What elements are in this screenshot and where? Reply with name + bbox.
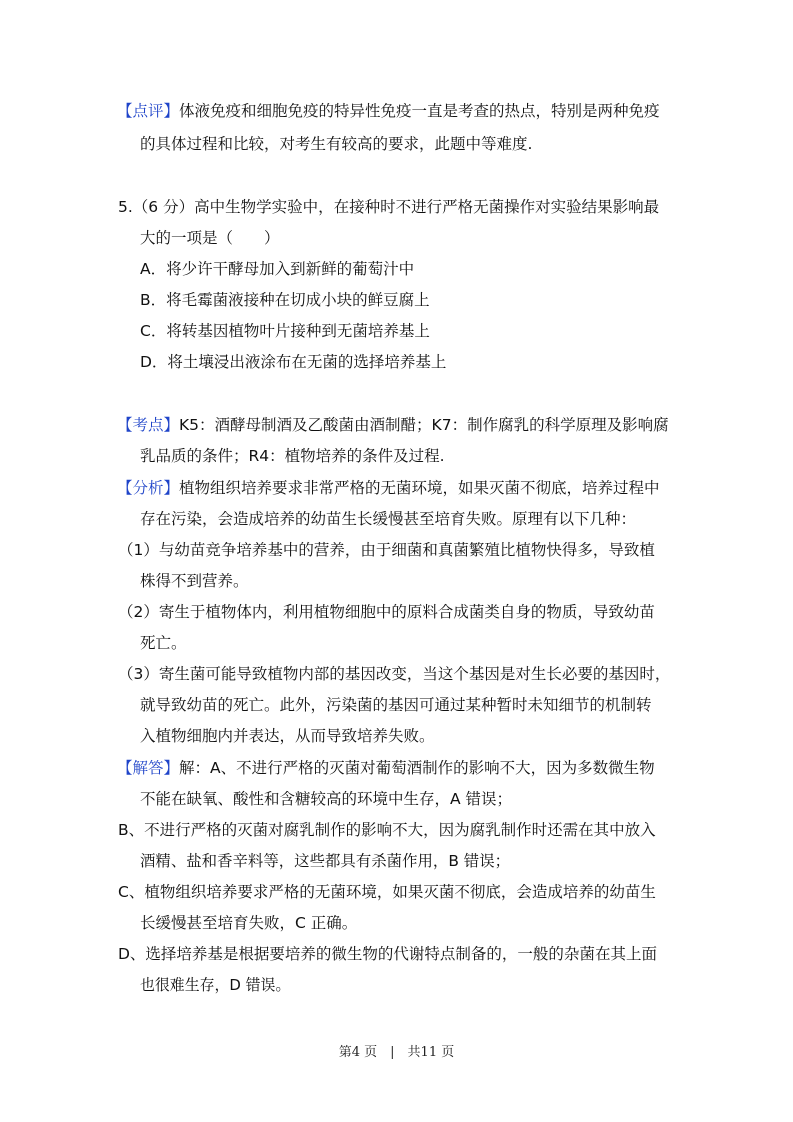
jieda-line-5: C、植物组织培养要求严格的无菌环境，如果灭菌不彻底，会造成培养的幼苗生 [118,883,656,901]
comment-tag: 【点评】 [117,102,180,120]
fenxi-line-5: （2）寄生于植物体内，利用植物细胞中的原料合成菌类自身的物质，导致幼苗 [118,603,655,621]
option-d: D．将土壤浸出液涂布在无菌的选择培养基上 [140,353,447,371]
fenxi-line-6: 死亡。 [140,634,187,652]
kaodian-tag: 【考点】 [117,416,180,434]
comment-text: 体液免疫和细胞免疫的特异性免疫一直是考查的热点，特别是两种免疫 [179,102,660,120]
fenxi-line-1 [117,478,674,498]
kaodian-line-2: 乳品质的条件；R4：植物培养的条件及过程. [140,447,445,465]
fenxi-tag: 【分析】 [117,479,180,497]
jieda-line-4: 酒精、盐和香辛料等，这些都具有杀菌作用，B 错误； [140,852,511,870]
jieda-line-2: 不能在缺氧、酸性和含糖较高的环境中生存，A 错误； [140,790,513,808]
jieda-tag: 【解答】 [117,759,180,777]
jieda-line-6: 长缓慢甚至培育失败，C 正确。 [140,914,358,932]
fenxi-line-7: （3）寄生菌可能导致植物内部的基因改变，当这个基因是对生长必要的基因时， [118,665,671,683]
kaodian-line-1 [117,415,674,435]
option-b: B．将毛霉菌液接种在切成小块的鲜豆腐上 [140,291,430,309]
fenxi-text: 植物组织培养要求非常严格的无菌环境，如果灭菌不彻底，培养过程中 [179,479,660,497]
question-stem-line-1: 5.（6 分）高中生物学实验中，在接种时不进行严格无菌操作对实验结果影响最 [118,198,660,216]
fenxi-line-9: 入植物细胞内并表达，从而导致培养失败。 [140,727,435,745]
fenxi-line-2: 存在污染，会造成培养的幼苗生长缓慢甚至培育失败。原理有以下几种： [140,510,637,528]
question-stem-line-2: 大的一项是（ ） [140,229,280,247]
fenxi-line-4: 株得不到营养。 [140,572,249,590]
jieda-line-8: 也很难生存，D 错误。 [140,976,291,994]
page-number: 第4 页 | 共11 页 [338,1045,455,1060]
comment-line-2: 的具体过程和比较，对考生有较高的要求，此题中等难度. [140,135,533,153]
fenxi-line-3: （1）与幼苗竞争培养基中的营养，由于细菌和真菌繁殖比植物快得多，导致植 [118,541,655,559]
option-c: C．将转基因植物叶片接种到无菌培养基上 [140,322,430,340]
kaodian-text: K5：酒酵母制酒及乙酸菌由酒制醋；K7：制作腐乳的科学原理及影响腐 [179,416,669,434]
jieda-line-7: D、选择培养基是根据要培养的微生物的代谢特点制备的，一般的杂菌在其上面 [118,945,657,963]
jieda-line-1 [117,758,674,778]
option-a: A．将少许干酵母加入到新鲜的葡萄汁中 [140,260,415,278]
fenxi-line-8: 就导致幼苗的死亡。此外，污染菌的基因可通过某种暂时未知细节的机制转 [140,696,652,714]
jieda-line-3: B、不进行严格的灭菌对腐乳制作的影响不大，因为腐乳制作时还需在其中放入 [118,821,656,839]
comment-line-1 [117,101,673,121]
jieda-text: 解：A、不进行严格的灭菌对葡萄酒制作的影响不大，因为多数微生物 [179,759,655,777]
